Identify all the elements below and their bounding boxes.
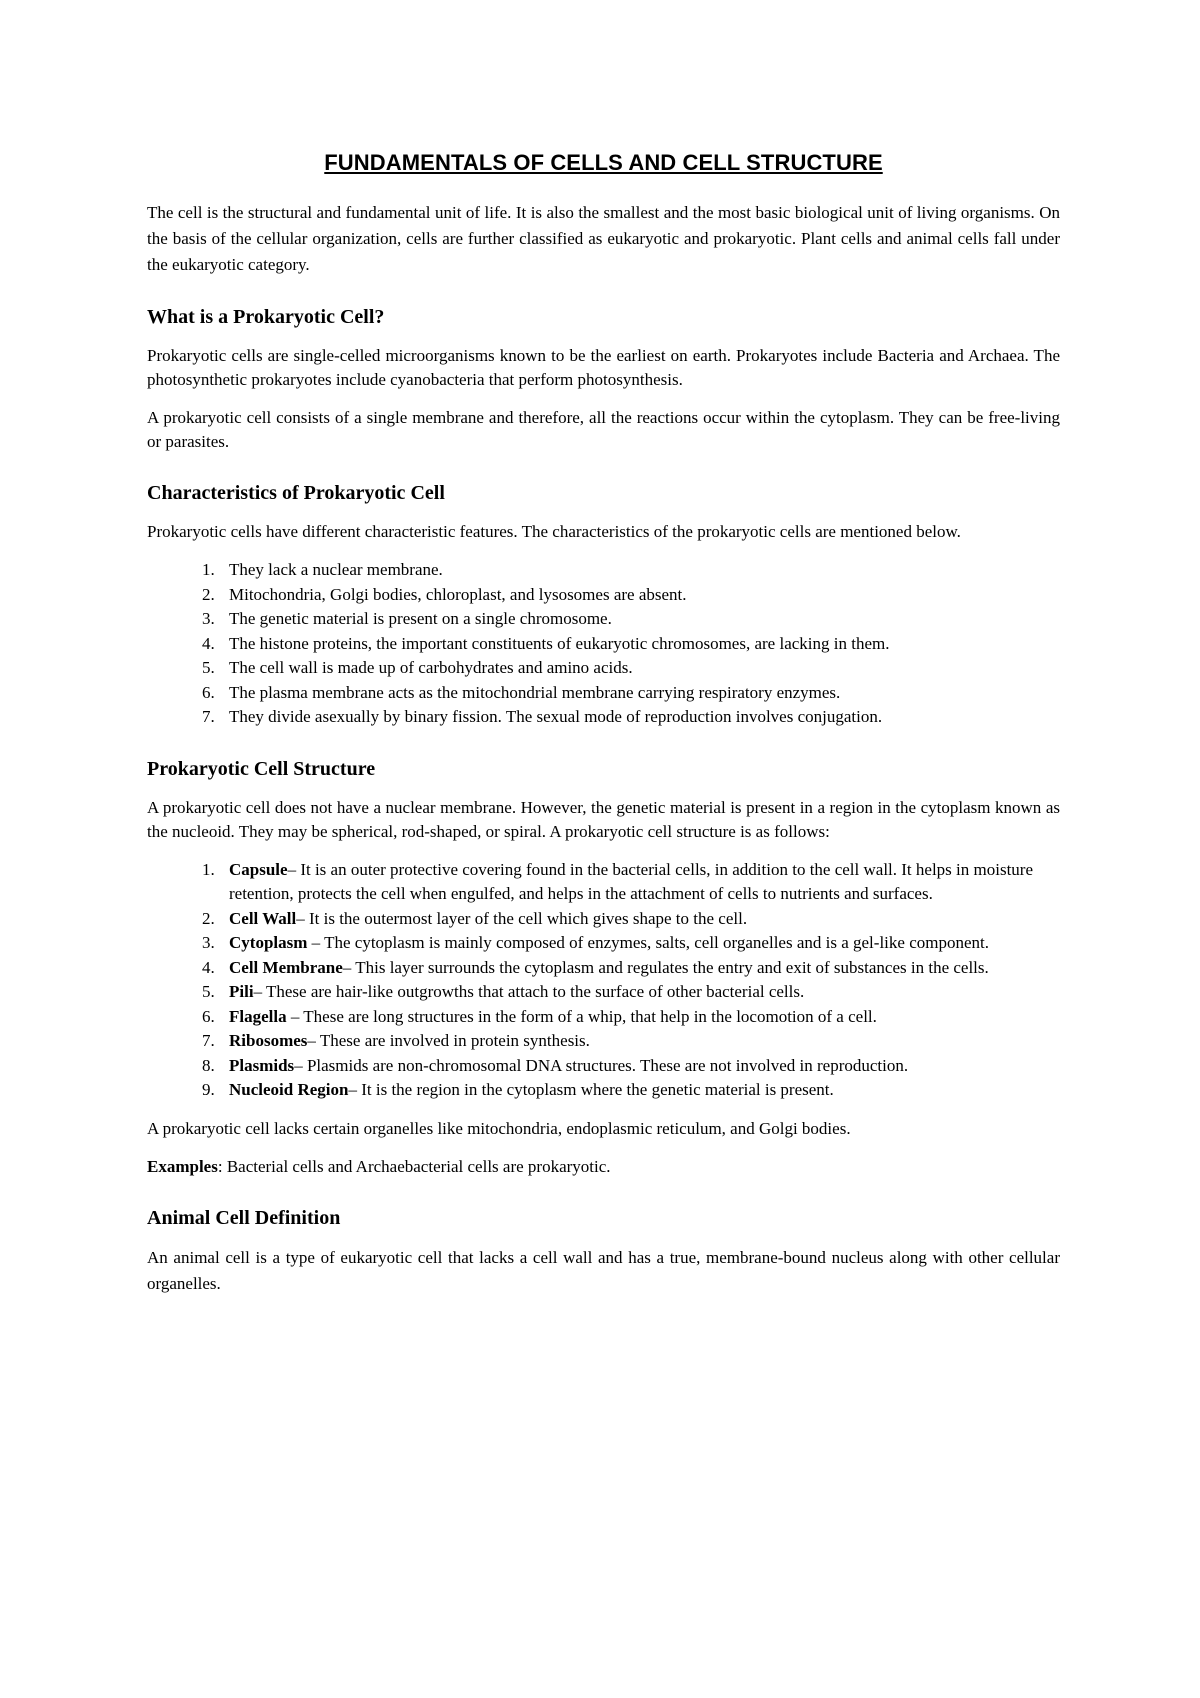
term-description: – These are hair-like outgrowths that attach to the surface of other bacterial cells.	[253, 982, 805, 1001]
term-description: – It is an outer protective covering found in the bacterial cells, in addition to the cell wall. It helps in moisture retention, protects the cell when engulfed, and helps in the attachment of cells to nutrients and surfaces.	[229, 859, 1034, 903]
paragraph: A prokaryotic cell consists of a single membrane and therefore, all the reactions occur within the cytoplasm. They can be free-living or parasites.	[147, 408, 1060, 451]
list-item: 7. They divide asexually by binary fission. The sexual mode of reproduction involves conjugation.	[219, 705, 1060, 730]
term: Flagella	[229, 1006, 287, 1026]
section-heading-cell-structure: Prokaryotic Cell Structure	[147, 757, 376, 780]
paragraph: A prokaryotic cell does not have a nuclear membrane. However, the genetic material is present in a region in the cytoplasm known as the nucleoid. They may be spherical, rod-shaped, or spiral. A prokaryotic cell structure is as follows:	[147, 797, 1060, 841]
examples-text: : Bacterial cells and Archaebacterial cells are prokaryotic.	[217, 1156, 611, 1176]
paragraph: An animal cell is a type of eukaryotic cell that lacks a cell wall and has a true, membrane-bound nucleus along with other cellular organelles.	[147, 1247, 1060, 1293]
list-item: 6. The plasma membrane acts as the mitochondrial membrane carrying respiratory enzymes.	[219, 681, 1060, 706]
term-description: – It is the region in the cytoplasm where the genetic material is present.	[348, 1080, 834, 1099]
paragraph: Prokaryotic cells have different characteristic features. The characteristics of the prokaryotic cells are mentioned below.	[147, 522, 961, 541]
characteristics-list	[147, 558, 1060, 730]
section-heading-characteristics: Characteristics of Prokaryotic Cell	[147, 482, 445, 504]
intro-paragraph: The cell is the structural and fundamental unit of life. It is also the smallest and the most basic biological unit of living organisms. On the basis of the cellular organization, cells are further classified as eukaryotic and prokaryotic. Plant cells and animal cells fall under the eukaryotic category.	[147, 203, 1060, 274]
list-item	[219, 1078, 1060, 1103]
list-item	[219, 858, 1060, 907]
term: Capsule	[229, 859, 288, 879]
list-item: 4. The histone proteins, the important constituents of eukaryotic chromosomes, are lacking in them.	[219, 632, 1060, 657]
list-item	[219, 1029, 1060, 1054]
term-description: – The cytoplasm is mainly composed of enzymes, salts, cell organelles and is a gel-like component.	[307, 933, 989, 952]
list-item	[219, 956, 1060, 981]
list-item: 2. Mitochondria, Golgi bodies, chloroplast, and lysosomes are absent.	[219, 583, 1060, 608]
list-item: 5. The cell wall is made up of carbohydrates and amino acids.	[219, 656, 1060, 681]
paragraph: A prokaryotic cell lacks certain organelles like mitochondria, endoplasmic reticulum, and Golgi bodies.	[147, 1118, 851, 1138]
term-description: – These are involved in protein synthesis.	[307, 1031, 590, 1050]
document-title: FUNDAMENTALS OF CELLS AND CELL STRUCTURE	[324, 150, 883, 175]
list-item: 3. The genetic material is present on a single chromosome.	[219, 607, 1060, 632]
term: Cell Wall	[229, 908, 297, 928]
term: Cytoplasm	[229, 933, 308, 952]
paragraph: Prokaryotic cells are single-celled microorganisms known to be the earliest on earth. Prokaryotes include Bacteria and Archaea. The photosynthetic prokaryotes include cyanobacteria that perform photosynthesis.	[147, 346, 1060, 389]
term: Plasmids	[229, 1055, 295, 1075]
term: Nucleoid Region	[229, 1080, 349, 1099]
list-item: 1. They lack a nuclear membrane.	[219, 558, 1060, 583]
term-description: – Plasmids are non-chromosomal DNA structures. These are not involved in reproduction.	[294, 1055, 909, 1075]
examples-paragraph	[147, 1155, 1060, 1179]
list-item	[219, 1054, 1060, 1079]
list-item	[219, 1005, 1060, 1030]
examples-label: Examples	[147, 1156, 218, 1176]
list-item	[219, 907, 1060, 932]
term: Ribosomes	[229, 1031, 308, 1050]
cell-structure-list	[147, 858, 1060, 1103]
term: Cell Membrane	[229, 957, 343, 977]
term-description: – These are long structures in the form of a whip, that help in the locomotion of a cell.	[286, 1006, 877, 1026]
term: Pili	[229, 982, 254, 1001]
section-heading-prokaryotic-cell: What is a Prokaryotic Cell?	[147, 306, 385, 328]
section-heading-animal-cell: Animal Cell Definition	[147, 1206, 341, 1229]
list-item	[219, 980, 1060, 1005]
term-description: – This layer surrounds the cytoplasm and regulates the entry and exit of substances in the cells.	[342, 957, 989, 977]
term-description: – It is the outermost layer of the cell which gives shape to the cell.	[296, 908, 748, 928]
list-item	[219, 931, 1060, 956]
